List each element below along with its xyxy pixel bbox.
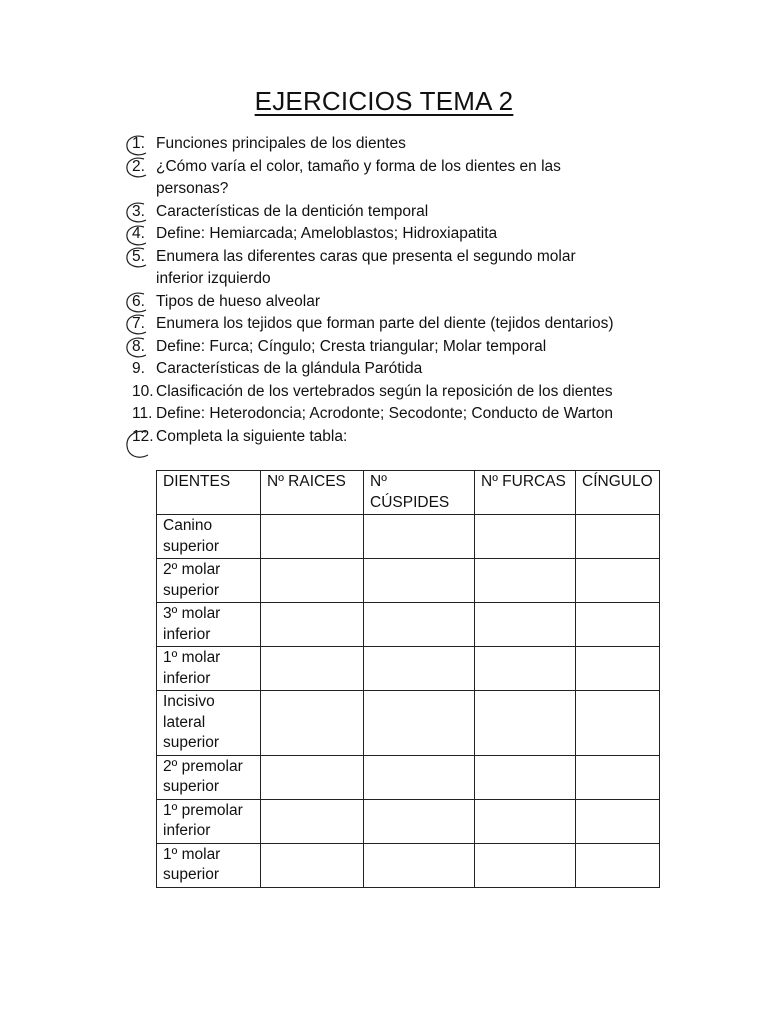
exercise-text: Características de la dentición temporal	[156, 202, 429, 220]
answer-cell[interactable]	[576, 603, 660, 647]
answer-cell[interactable]	[364, 603, 475, 647]
exercise-item	[132, 246, 692, 291]
answer-cell[interactable]	[475, 603, 576, 647]
exercise-item	[132, 358, 692, 381]
exercise-text: Enumera las diferentes caras que presenta el segundo molar inferior izquierdo	[156, 247, 576, 287]
exercise-item	[132, 223, 692, 246]
tooth-name-cell: 2º molar superior	[157, 559, 261, 603]
tooth-name-cell: Incisivo lateral superior	[157, 691, 261, 756]
exercise-item	[132, 403, 692, 426]
tooth-name-cell: 2º premolar superior	[157, 755, 261, 799]
exercise-number: 9.	[132, 360, 145, 377]
exercise-number: 11.	[132, 405, 153, 422]
answer-cell[interactable]	[475, 799, 576, 843]
table-row	[157, 799, 660, 843]
page-title-text: EJERCICIOS TEMA 2	[254, 86, 514, 116]
answer-cell[interactable]	[576, 843, 660, 887]
exercise-text: ¿Cómo varía el color, tamaño y forma de los dientes en las personas?	[156, 157, 561, 197]
exercise-number: 10.	[132, 382, 154, 400]
answer-cell[interactable]	[261, 799, 364, 843]
table-row	[157, 603, 660, 647]
exercise-item	[132, 291, 692, 314]
answer-cell[interactable]	[261, 647, 364, 691]
exercise-number: 2.	[132, 157, 145, 175]
answer-cell[interactable]	[576, 647, 660, 691]
answer-cell[interactable]	[475, 691, 576, 756]
column-header: Nº RAICES	[261, 471, 364, 515]
answer-cell[interactable]	[261, 515, 364, 559]
answer-cell[interactable]	[261, 755, 364, 799]
tooth-name-cell: Canino superior	[157, 515, 261, 559]
table-row	[157, 515, 660, 559]
exercise-item	[132, 313, 692, 336]
exercise-number: 1.	[132, 135, 145, 152]
exercise-text: Define: Furca; Cíngulo; Cresta triangular; Molar temporal	[156, 337, 547, 355]
answer-cell[interactable]	[364, 691, 475, 756]
answer-cell[interactable]	[261, 559, 364, 603]
page-title	[0, 86, 768, 117]
tooth-name-cell: 1º molar superior	[157, 843, 261, 887]
table-header-row	[157, 471, 660, 515]
exercise-number: 5.	[132, 247, 145, 265]
table-row	[157, 843, 660, 887]
answer-cell[interactable]	[261, 691, 364, 756]
exercise-text: Características de la glándula Parótida	[156, 360, 423, 377]
answer-cell[interactable]	[576, 559, 660, 603]
column-header: DIENTES	[157, 471, 261, 515]
column-header: Nº FURCAS	[475, 471, 576, 515]
exercise-item	[132, 133, 692, 156]
answer-cell[interactable]	[364, 647, 475, 691]
answer-cell[interactable]	[475, 843, 576, 887]
exercise-text: Define: Hemiarcada; Ameloblastos; Hidroxiapatita	[156, 225, 498, 242]
exercise-number: 4.	[132, 225, 145, 242]
exercise-text: Tipos de hueso alveolar	[156, 292, 320, 310]
exercise-item	[132, 426, 692, 449]
exercise-text: Clasificación de los vertebrados según la reposición de los dientes	[156, 382, 613, 400]
exercise-number: 7.	[132, 315, 145, 332]
answer-cell[interactable]	[576, 799, 660, 843]
answer-cell[interactable]	[364, 559, 475, 603]
tooth-name-cell: 1º molar inferior	[157, 647, 261, 691]
exercise-number: 8.	[132, 337, 145, 355]
exercise-list	[132, 133, 692, 448]
exercise-item	[132, 201, 692, 224]
table-row	[157, 559, 660, 603]
table-row	[157, 691, 660, 756]
table-row	[157, 755, 660, 799]
exercise-number: 12.	[132, 427, 154, 445]
answer-cell[interactable]	[475, 647, 576, 691]
exercise-text: Funciones principales de los dientes	[156, 135, 406, 152]
exercise-number: 6.	[132, 292, 145, 310]
exercise-text: Completa la siguiente tabla:	[156, 427, 348, 445]
answer-cell[interactable]	[576, 515, 660, 559]
exercise-item	[132, 381, 692, 404]
table-row	[157, 647, 660, 691]
teeth-table-wrapper	[156, 470, 660, 888]
answer-cell[interactable]	[475, 755, 576, 799]
exercise-number: 3.	[132, 202, 145, 220]
tooth-name-cell: 1º premolar inferior	[157, 799, 261, 843]
answer-cell[interactable]	[364, 799, 475, 843]
answer-cell[interactable]	[364, 843, 475, 887]
exercise-text: Define: Heterodoncia; Acrodonte; Secodonte; Conducto de Warton	[156, 405, 613, 422]
answer-cell[interactable]	[364, 515, 475, 559]
teeth-table	[156, 470, 660, 888]
answer-cell[interactable]	[261, 603, 364, 647]
exercise-item	[132, 336, 692, 359]
exercise-item	[132, 156, 692, 201]
column-header: Nº CÚSPIDES	[364, 471, 475, 515]
answer-cell[interactable]	[364, 755, 475, 799]
answer-cell[interactable]	[576, 755, 660, 799]
answer-cell[interactable]	[475, 515, 576, 559]
exercise-text: Enumera los tejidos que forman parte del diente (tejidos dentarios)	[156, 315, 614, 332]
column-header: CÍNGULO	[576, 471, 660, 515]
answer-cell[interactable]	[475, 559, 576, 603]
tooth-name-cell: 3º molar inferior	[157, 603, 261, 647]
answer-cell[interactable]	[261, 843, 364, 887]
answer-cell[interactable]	[576, 691, 660, 756]
